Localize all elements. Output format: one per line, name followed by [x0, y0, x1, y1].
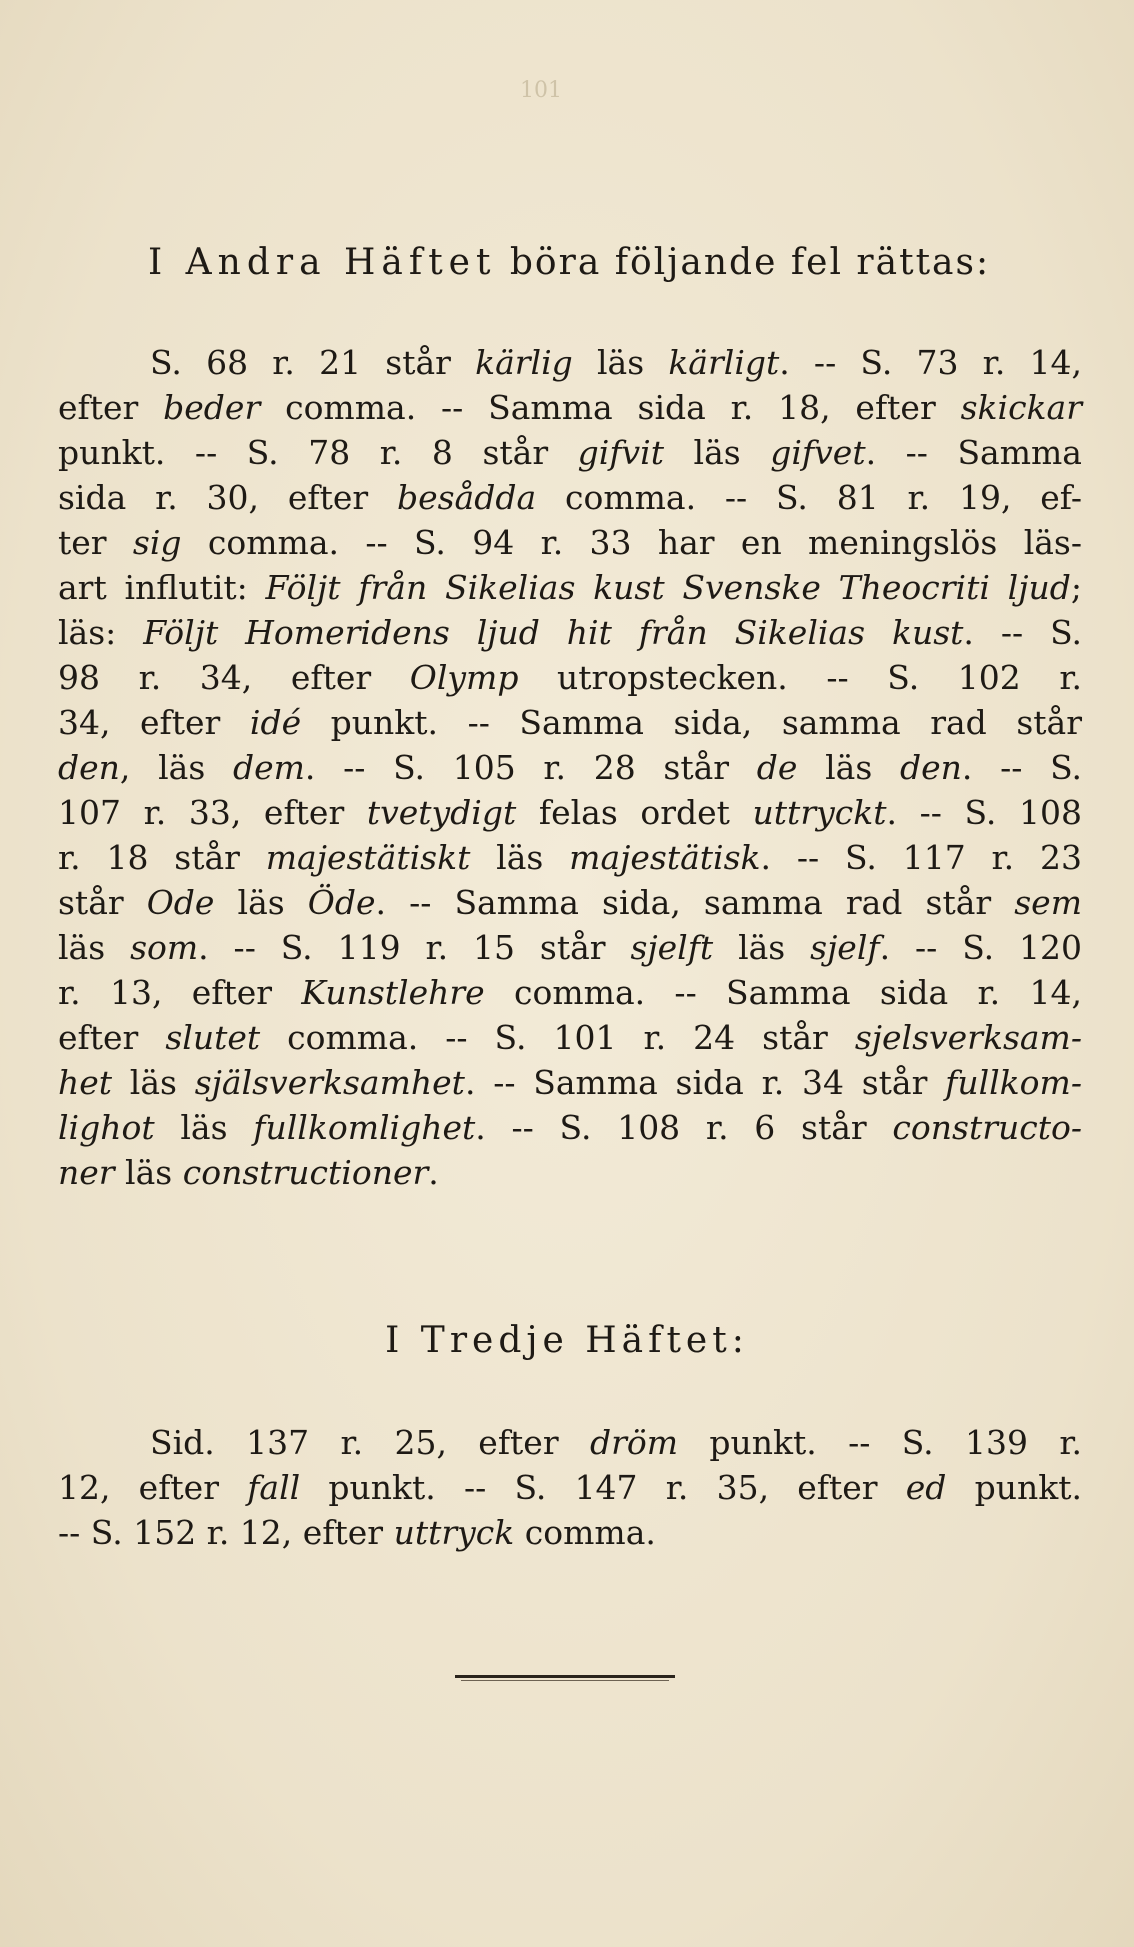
- errata-paragraph-andra-haftet: [58, 340, 1082, 1195]
- text-run: . -- S.: [963, 613, 1082, 652]
- italic-word: Olymp: [409, 658, 519, 697]
- text-run: . -- S. 105 r. 28 står: [304, 748, 757, 787]
- text-line: [58, 745, 1082, 790]
- italic-word: idé: [249, 703, 302, 742]
- text-run: . -- S.: [961, 748, 1082, 787]
- text-run: felas ordet: [516, 793, 753, 832]
- text-line: [58, 565, 1082, 610]
- text-run: . -- S. 108: [886, 793, 1083, 832]
- text-run: efter: [58, 1018, 166, 1057]
- text-run: punkt. -- Samma sida, samma rad står: [301, 703, 1082, 742]
- italic-word: sjelsverksam-: [854, 1018, 1082, 1057]
- italic-word: het: [58, 1063, 113, 1102]
- text-line: [58, 835, 1082, 880]
- text-run: . -- S. 120: [879, 928, 1082, 967]
- text-run: . -- S. 119 r. 15 står: [198, 928, 631, 967]
- text-line: [58, 790, 1082, 835]
- italic-word: Kunstlehre: [301, 973, 485, 1012]
- italic-word: uttryck: [393, 1513, 515, 1552]
- text-run: punkt. -- S. 78 r. 8 står: [58, 433, 578, 472]
- text-run: 107 r. 33, efter: [58, 793, 367, 832]
- italic-word: den: [58, 748, 120, 787]
- italic-word: Öde: [307, 883, 376, 922]
- text-line: [58, 1465, 1082, 1510]
- italic-word: beder: [163, 388, 261, 427]
- text-line: [58, 340, 1082, 385]
- text-run: efter: [58, 388, 164, 427]
- section-heading-andra-haftet: [148, 242, 1048, 283]
- text-run: läs: [572, 343, 669, 382]
- text-run: . -- Samma sida, samma rad står: [375, 883, 1015, 922]
- italic-word: som: [130, 928, 199, 967]
- text-run: . -- S. 73 r. 14,: [779, 343, 1082, 382]
- text-run: utropstecken. -- S. 102 r.: [518, 658, 1082, 697]
- text-run: comma. -- S. 81 r. 19, ef-: [536, 478, 1082, 517]
- italic-word: lighot: [58, 1108, 155, 1147]
- text-run: läs: [797, 748, 900, 787]
- italic-word: sjelf: [810, 928, 880, 967]
- italic-word: tvetydigt: [366, 793, 517, 832]
- italic-word: dem: [232, 748, 305, 787]
- closing-rule: [455, 1675, 675, 1678]
- italic-word: majestätiskt: [265, 838, 471, 877]
- text-run: 12, efter: [58, 1468, 248, 1507]
- text-run: . -- S. 108 r. 6 står: [475, 1108, 893, 1147]
- page-number: 101: [520, 78, 562, 103]
- text-run: .: [428, 1153, 439, 1192]
- text-line: [58, 925, 1082, 970]
- text-run: . -- Samma sida r. 34 står: [464, 1063, 946, 1102]
- italic-word: sem: [1014, 883, 1083, 922]
- text-line: [58, 700, 1082, 745]
- italic-word: kärligt: [668, 343, 780, 382]
- italic-word: fall: [247, 1468, 301, 1507]
- text-line: [58, 655, 1082, 700]
- italic-word: ed: [905, 1468, 947, 1507]
- text-run: läs: [713, 928, 811, 967]
- italic-word: ner: [58, 1153, 115, 1192]
- text-line: [58, 430, 1082, 475]
- text-run: läs: [112, 1063, 195, 1102]
- italic-word: constructo-: [892, 1108, 1082, 1147]
- text-run: läs:: [58, 613, 144, 652]
- italic-word: constructioner: [182, 1153, 429, 1192]
- text-line: [58, 520, 1082, 565]
- italic-word: Ode: [146, 883, 215, 922]
- italic-word: uttryckt: [752, 793, 887, 832]
- text-run: art influtit:: [58, 568, 266, 607]
- italic-word: Följt Homeridens ljud hit från Sikelias kust: [143, 613, 964, 652]
- text-run: , läs: [119, 748, 233, 787]
- italic-word: de: [756, 748, 798, 787]
- text-run: S. 68 r. 21 står: [150, 343, 476, 382]
- text-line: [58, 475, 1082, 520]
- errata-paragraph-tredje-haftet: [58, 1420, 1082, 1555]
- text-line: [58, 385, 1082, 430]
- italic-word: gifvit: [577, 433, 664, 472]
- text-line: [58, 1105, 1082, 1150]
- heading-subtitle: böra följande fel rättas:: [509, 242, 991, 283]
- italic-word: den: [899, 748, 962, 787]
- text-run: ter: [58, 523, 133, 562]
- text-run: står: [58, 883, 147, 922]
- italic-word: fullkom-: [945, 1063, 1082, 1102]
- text-run: . -- S. 117 r. 23: [760, 838, 1082, 877]
- italic-word: slutet: [165, 1018, 261, 1057]
- text-run: sida r. 30, efter: [58, 478, 397, 517]
- italic-word: gifvet: [770, 433, 866, 472]
- text-run: 98 r. 34, efter: [58, 658, 410, 697]
- text-line: [58, 1510, 1082, 1555]
- text-line: [58, 970, 1082, 1015]
- italic-word: kärlig: [475, 343, 573, 382]
- italic-word: besådda: [396, 478, 537, 517]
- italic-word: fullkomlighet: [253, 1108, 476, 1147]
- text-run: ;: [1070, 568, 1082, 607]
- text-line: [58, 1150, 1082, 1195]
- text-run: r. 18 står: [58, 838, 266, 877]
- text-run: r. 13, efter: [58, 973, 302, 1012]
- text-line: [58, 1420, 1082, 1465]
- italic-word: skickar: [960, 388, 1082, 427]
- text-run: punkt. -- S. 147 r. 35, efter: [300, 1468, 906, 1507]
- text-run: punkt.: [946, 1468, 1082, 1507]
- text-run: 34, efter: [58, 703, 250, 742]
- text-run: läs: [664, 433, 771, 472]
- text-run: . -- Samma: [865, 433, 1082, 472]
- text-run: comma. -- Samma sida r. 18, efter: [260, 388, 961, 427]
- italic-word: själsverksamhet: [194, 1063, 465, 1102]
- italic-word: sjelft: [630, 928, 714, 967]
- text-run: comma.: [514, 1513, 656, 1552]
- text-run: punkt. -- S. 139 r.: [678, 1423, 1082, 1462]
- text-run: -- S. 152 r. 12, efter: [58, 1513, 394, 1552]
- italic-word: majestätisk: [569, 838, 761, 877]
- text-run: läs: [58, 928, 131, 967]
- text-run: läs: [154, 1108, 254, 1147]
- section-heading-tredje-haftet: I Tredje Häftet:: [385, 1320, 749, 1361]
- text-line: [58, 1015, 1082, 1060]
- text-line: [58, 1060, 1082, 1105]
- text-line: [58, 610, 1082, 655]
- text-run: läs: [214, 883, 308, 922]
- text-line: [58, 880, 1082, 925]
- heading-title: I Andra Häftet: [148, 242, 497, 283]
- text-run: läs: [114, 1153, 183, 1192]
- text-run: comma. -- Samma sida r. 14,: [484, 973, 1082, 1012]
- italic-word: sig: [132, 523, 182, 562]
- italic-word: Följt från Sikelias kust Svenske Theocriti ljud: [265, 568, 1071, 607]
- text-run: comma. -- S. 94 r. 33 har en meningslös läs-: [181, 523, 1083, 562]
- text-run: Sid. 137 r. 25, efter: [150, 1423, 590, 1462]
- text-run: läs: [470, 838, 570, 877]
- italic-word: dröm: [589, 1423, 679, 1462]
- text-run: comma. -- S. 101 r. 24 står: [260, 1018, 855, 1057]
